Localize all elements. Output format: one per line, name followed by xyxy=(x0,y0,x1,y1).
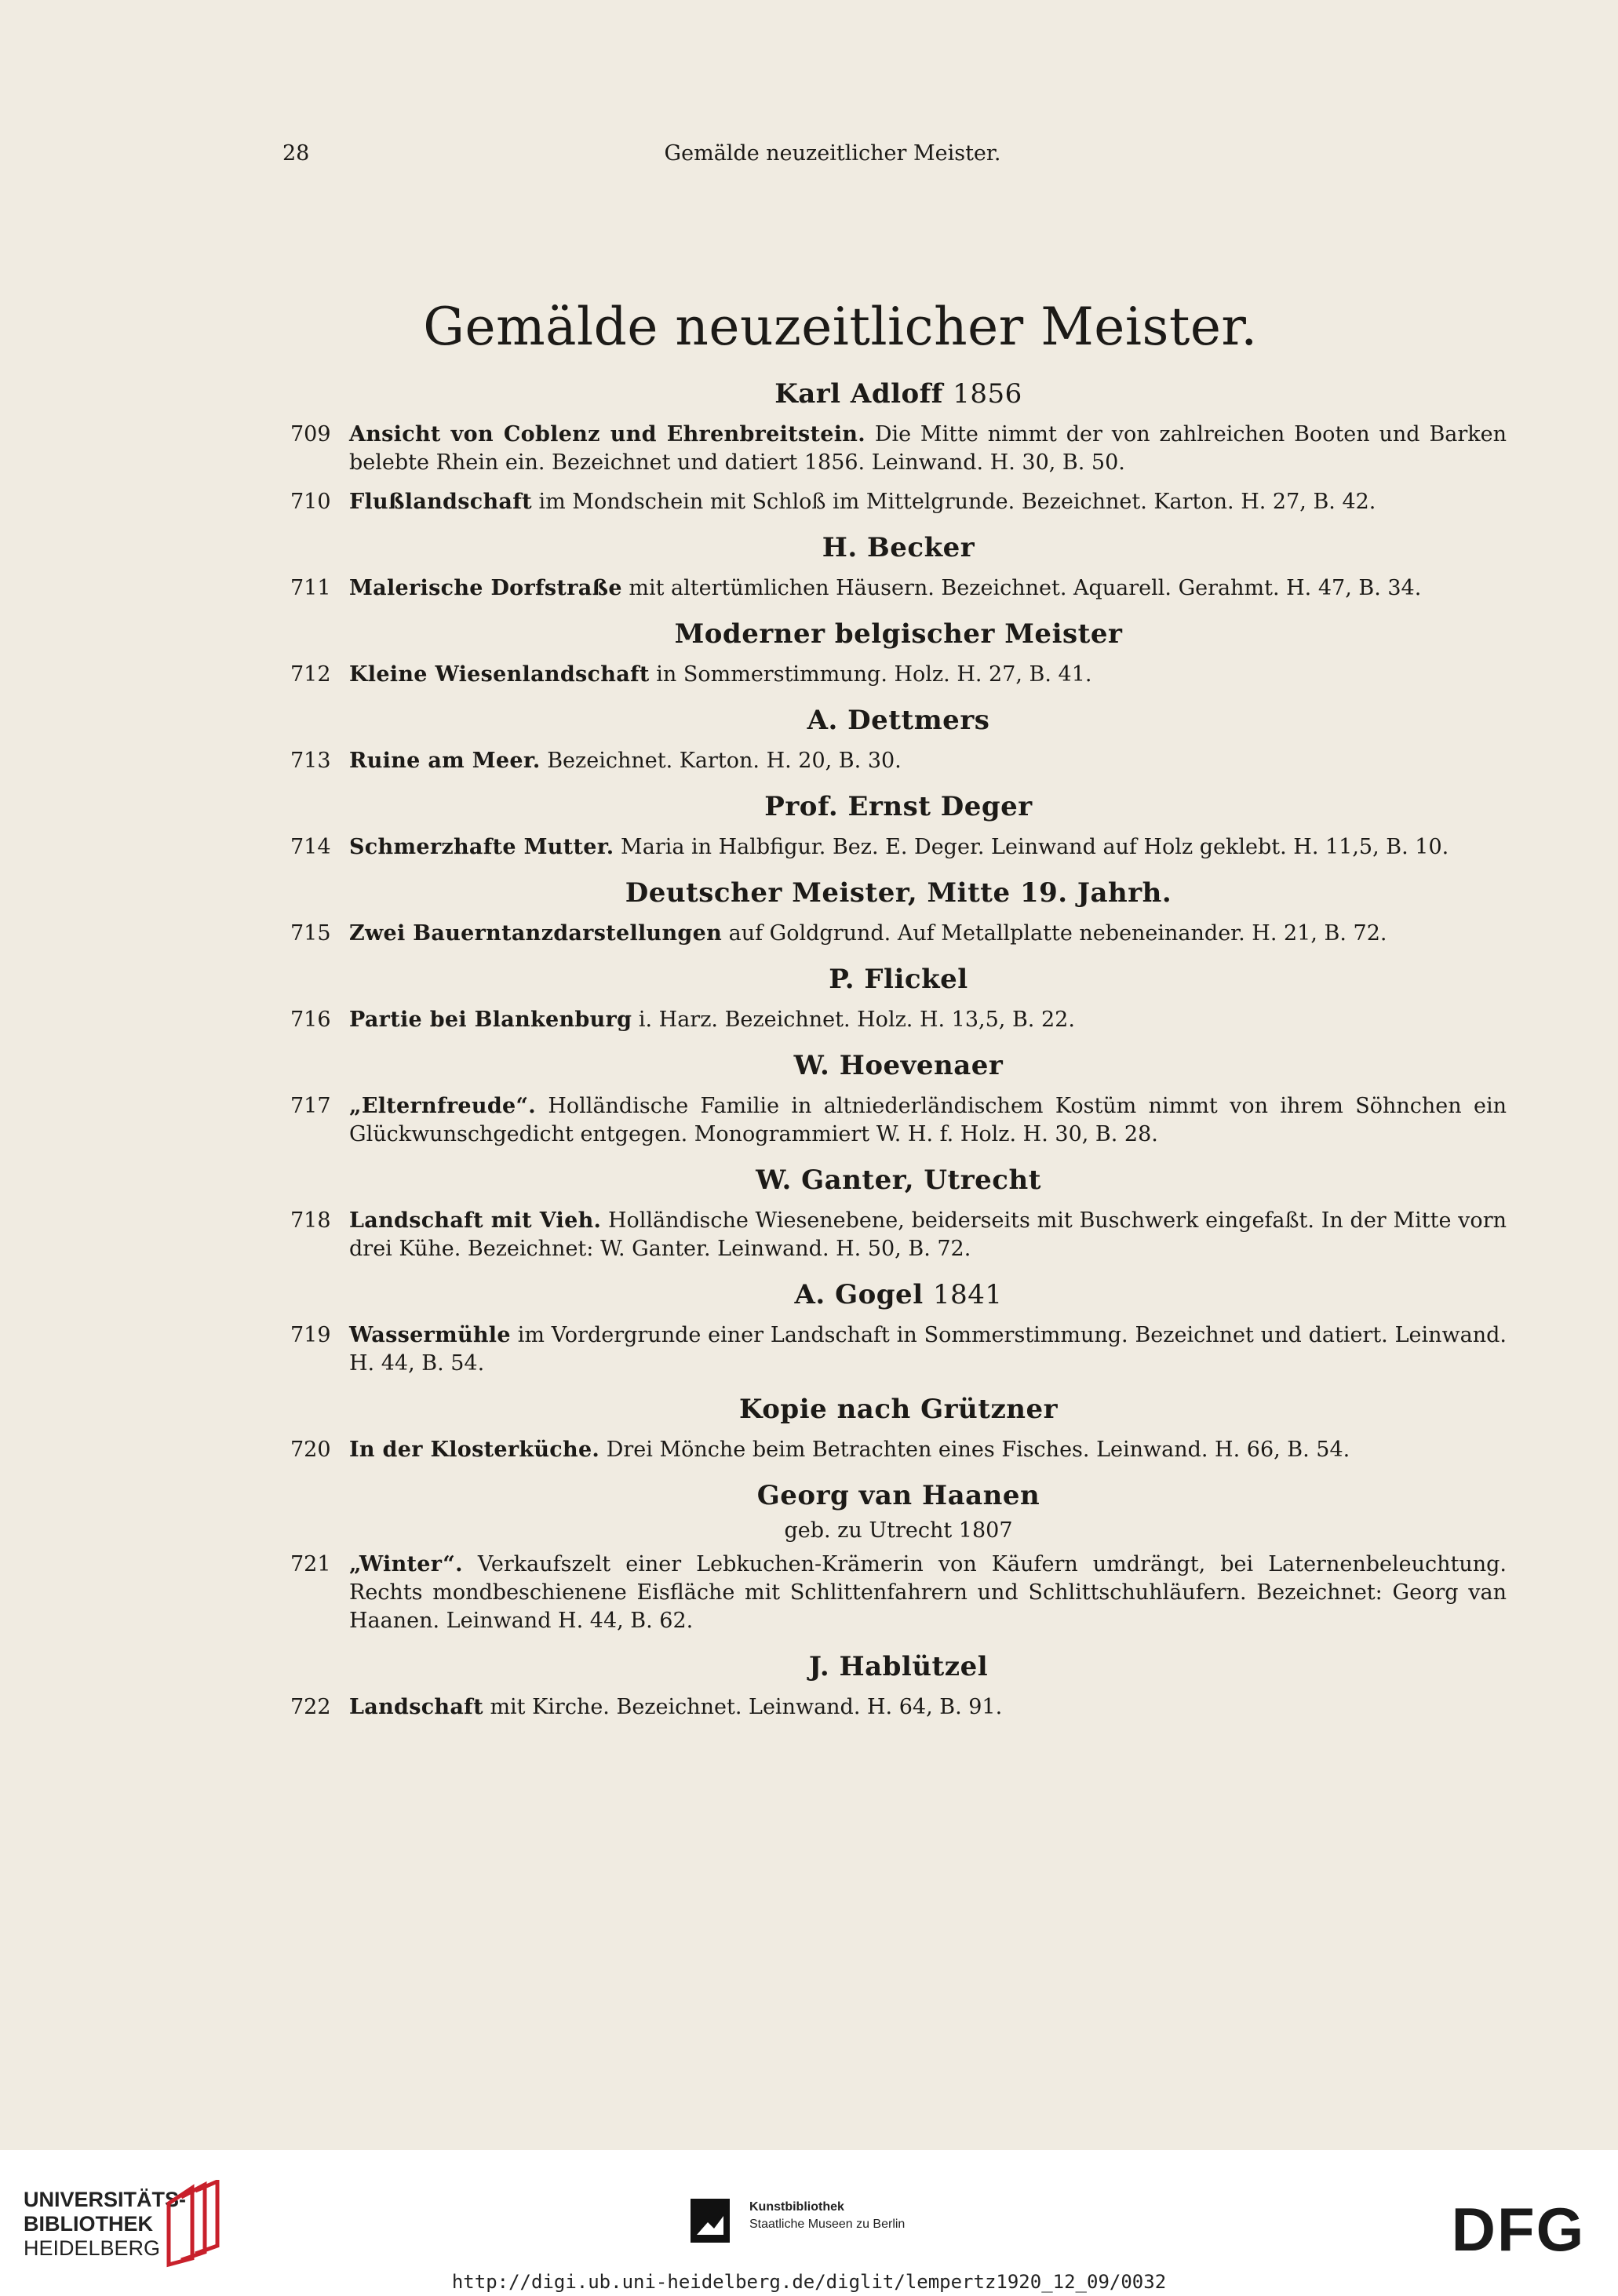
lot-number: 720 xyxy=(290,1438,331,1462)
artist-name: Georg van Haanen xyxy=(756,1480,1040,1511)
artist-subline: geb. zu Utrecht 1807 xyxy=(784,1518,1013,1543)
lot-title: Landschaft xyxy=(349,1695,483,1719)
catalog-entry xyxy=(290,1207,1507,1263)
artist-heading xyxy=(290,962,1507,997)
lot-title: „Elternfreude“. xyxy=(349,1094,537,1118)
lot-number: 714 xyxy=(290,835,331,859)
lot-description: Holländische Familie in altniederländischem Kostüm nimmt von ihrem Söhnchen ein Glückwunschgedicht entgegen. Monogrammiert W. H. f. Holz. H. 30, B. 28. xyxy=(349,1094,1507,1146)
catalog-entry xyxy=(290,1092,1507,1149)
artist-name: Deutscher Meister, Mitte 19. Jahrh. xyxy=(625,877,1172,909)
running-header xyxy=(0,141,1618,173)
catalog-entry xyxy=(290,574,1507,603)
lot-title: Kleine Wiesenlandschaft xyxy=(349,662,650,687)
lot-number: 721 xyxy=(290,1552,331,1576)
artist-heading xyxy=(290,1649,1507,1684)
lot-title: Partie bei Blankenburg xyxy=(349,1008,632,1032)
lot-title: Zwei Bauerntanzdarstellungen xyxy=(349,921,723,946)
artist-section xyxy=(290,1649,1507,1722)
artist-section xyxy=(290,530,1507,603)
lot-number: 710 xyxy=(290,490,331,514)
lot-title: Ruine am Meer. xyxy=(349,749,541,773)
kunst-line: Staatliche Museen zu Berlin xyxy=(749,2218,906,2231)
catalog-entry xyxy=(290,661,1507,689)
catalog-entry xyxy=(290,488,1507,516)
artist-heading xyxy=(290,377,1507,411)
lot-description: mit Kirche. Bezeichnet. Leinwand. H. 64, B. 91. xyxy=(490,1695,1003,1719)
lot-number: 709 xyxy=(290,422,331,446)
lot-number: 711 xyxy=(290,576,331,600)
artist-heading xyxy=(290,703,1507,738)
artist-name: P. Flickel xyxy=(829,964,968,995)
artist-heading xyxy=(290,1478,1507,1513)
lot-number: 719 xyxy=(290,1323,331,1347)
artist-name: H. Becker xyxy=(822,532,975,563)
artist-name: Kopie nach Grützner xyxy=(738,1394,1059,1425)
catalog-entry xyxy=(290,421,1507,477)
lot-description: Holländische Wiesenebene, beiderseits mit Buschwerk eingefaßt. In der Mitte vorn drei Kühe. Bezeichnet: W. Ganter. Leinwand. H. 50, B. 72. xyxy=(349,1208,1507,1261)
artist-year: 1856 xyxy=(953,378,1022,410)
artist-heading xyxy=(290,1048,1507,1083)
artist-heading xyxy=(290,617,1507,651)
lot-description: auf Goldgrund. Auf Metallplatte nebeneinander. H. 21, B. 72. xyxy=(728,921,1387,946)
artist-name: Moderner belgischer Meister xyxy=(674,618,1123,650)
lot-description: Bezeichnet. Karton. H. 20, B. 30. xyxy=(547,749,902,773)
catalog-entry xyxy=(290,1551,1507,1635)
svg-text:DFG: DFG xyxy=(1451,2197,1586,2260)
artist-section xyxy=(290,377,1507,516)
ub-heidelberg-logo-icon xyxy=(161,2180,224,2268)
footer xyxy=(0,2150,1618,2296)
lot-description: im Vordergrunde einer Landschaft in Sommerstimmung. Bezeichnet und datiert. Leinwand. H. 44, B. 54. xyxy=(349,1323,1507,1376)
artist-name: W. Ganter, Utrecht xyxy=(756,1164,1041,1196)
artist-year: 1841 xyxy=(932,1279,1003,1310)
artist-section xyxy=(290,1277,1507,1378)
artist-section xyxy=(290,789,1507,862)
kunstbibliothek-logo-icon xyxy=(691,2199,730,2243)
source-url[interactable]: http://digi.ub.uni-heidelberg.de/diglit/lempertz1920_12_09/0032 xyxy=(451,2271,1167,2293)
catalog-entry xyxy=(290,1693,1507,1722)
lot-description: Die Mitte nimmt der von zahlreichen Booten und Barken belebte Rhein ein. Bezeichnet und datiert 1856. Leinwand. H. 30, B. 50. xyxy=(349,422,1507,475)
artist-heading xyxy=(290,1277,1507,1312)
catalog-sections xyxy=(290,377,1507,1733)
lot-description: Maria in Halbfigur. Bez. E. Deger. Leinwand auf Holz geklebt. H. 11,5, B. 10. xyxy=(621,835,1449,859)
artist-name: Prof. Ernst Deger xyxy=(764,791,1033,822)
lot-title: Landschaft mit Vieh. xyxy=(349,1208,602,1233)
artist-name: J. Hablützel xyxy=(808,1651,989,1682)
library-line: HEIDELBERG xyxy=(24,2236,161,2260)
lot-number: 716 xyxy=(290,1008,331,1032)
lot-title: Schmerzhafte Mutter. xyxy=(349,835,614,859)
artist-section xyxy=(290,1392,1507,1464)
artist-name: Karl Adloff xyxy=(774,378,943,410)
lot-title: Ansicht von Coblenz und Ehrenbreitstein. xyxy=(349,422,865,446)
artist-section xyxy=(290,1163,1507,1263)
lot-description: Drei Mönche beim Betrachten eines Fisches. Leinwand. H. 66, B. 54. xyxy=(606,1438,1350,1462)
artist-heading xyxy=(290,876,1507,910)
artist-section xyxy=(290,876,1507,948)
catalog-entry xyxy=(290,1436,1507,1464)
artist-section xyxy=(290,1048,1507,1149)
library-line: UNIVERSITÄTS- xyxy=(24,2188,187,2211)
lot-description: in Sommerstimmung. Holz. H. 27, B. 41. xyxy=(656,662,1092,687)
artist-section xyxy=(290,703,1507,775)
artist-section xyxy=(290,1478,1507,1635)
artist-heading xyxy=(290,789,1507,824)
catalog-entry xyxy=(290,1006,1507,1034)
artist-heading xyxy=(290,1163,1507,1197)
artist-section xyxy=(290,962,1507,1034)
lot-number: 713 xyxy=(290,749,331,773)
artist-name: A. Dettmers xyxy=(807,705,990,736)
lot-title: Malerische Dorfstraße xyxy=(349,576,622,600)
lot-description: i. Harz. Bezeichnet. Holz. H. 13,5, B. 22. xyxy=(638,1008,1075,1032)
lot-title: In der Klosterküche. xyxy=(349,1438,600,1462)
lot-description: mit altertümlichen Häusern. Bezeichnet. Aquarell. Gerahmt. H. 47, B. 34. xyxy=(629,576,1422,600)
catalog-entry xyxy=(290,920,1507,948)
lot-title: „Winter“. xyxy=(349,1552,463,1576)
artist-section xyxy=(290,617,1507,689)
page-title: Gemälde neuzeitlicher Meister. xyxy=(423,297,1258,357)
lot-number: 722 xyxy=(290,1695,331,1719)
catalog-entry xyxy=(290,1321,1507,1378)
lot-number: 718 xyxy=(290,1208,331,1233)
library-line: BIBLIOTHEK xyxy=(24,2212,153,2236)
lot-number: 717 xyxy=(290,1094,331,1118)
dfg-logo-icon xyxy=(1440,2197,1597,2260)
lot-title: Flußlandschaft xyxy=(349,490,532,514)
kunstbibliothek-label xyxy=(749,2199,905,2233)
kunst-line: Kunstbibliothek xyxy=(749,2200,844,2214)
artist-heading xyxy=(290,1392,1507,1427)
catalog-entry xyxy=(290,833,1507,862)
page-number: 28 xyxy=(282,141,310,166)
lot-number: 715 xyxy=(290,921,331,946)
artist-heading xyxy=(290,530,1507,565)
artist-name: W. Hoevenaer xyxy=(793,1050,1004,1081)
artist-name: A. Gogel xyxy=(794,1279,924,1310)
catalog-entry xyxy=(290,747,1507,775)
lot-description: im Mondschein mit Schloß im Mittelgrunde. Bezeichnet. Karton. H. 27, B. 42. xyxy=(538,490,1376,514)
lot-number: 712 xyxy=(290,662,331,687)
lot-description: Verkaufszelt einer Lebkuchen-Krämerin von Käufern umdrängt, bei Laternenbeleuchtung. Rechts mondbeschienene Eisfläche mit Schlittenfahrern und Schlittschuhläufern. Bezeichnet: Georg van Haanen. Leinwand H. 44, B. 62. xyxy=(349,1552,1507,1633)
running-title: Gemälde neuzeitlicher Meister. xyxy=(664,141,1001,166)
lot-title: Wassermühle xyxy=(349,1323,511,1347)
